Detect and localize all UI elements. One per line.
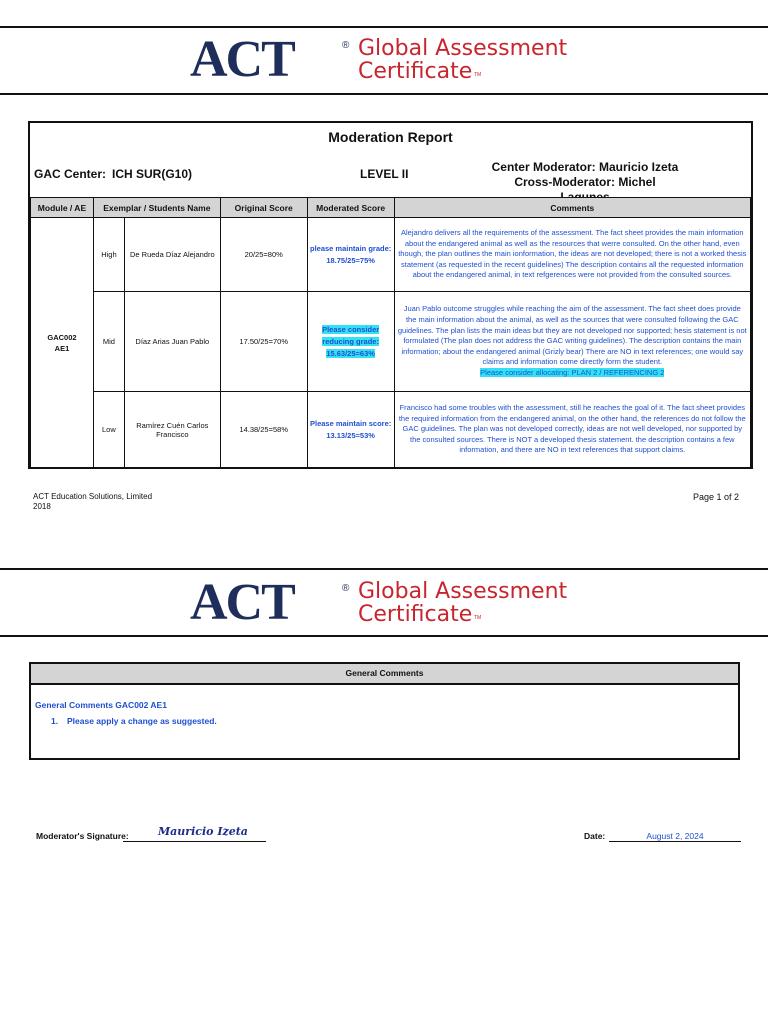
item-number: 1. <box>51 716 59 726</box>
original-score: 14.38/25=58% <box>220 392 307 468</box>
moderated-score-text: Please consider reducing grade: 15.63/25=63% <box>322 324 380 358</box>
exemplar-level: Mid <box>93 292 124 392</box>
logo-line-1: Global Assessment <box>358 579 568 604</box>
moderated-score <box>307 218 394 292</box>
header-module: Module / AE <box>31 198 94 218</box>
act-logo <box>190 574 590 631</box>
moderation-report <box>28 121 753 469</box>
original-score: 20/25=80% <box>220 218 307 292</box>
page2-top-rule <box>0 568 768 570</box>
general-comment-item <box>51 716 217 726</box>
comment-text: Francisco had some troubles with the assessment, still he reaches the goal of it. The fact sheet provides the required information from the endangered animal, on the other hand, the references do not follow the GAC guidelines. The plan was not developed correctly, ideas are not well developed, nor supported by the consulted sources. There is NOT a developed thesis statement. the description contains a few information, and there are NO in text references that support claims. <box>398 403 746 455</box>
signature-label: Moderator's Signature: <box>36 831 129 841</box>
student-name: Díaz Arias Juan Pablo <box>124 292 220 392</box>
moderated-score-text: please maintain grade: 18.75/25=75% <box>309 243 392 265</box>
exemplar-level: High <box>93 218 124 292</box>
header-rule <box>0 93 768 95</box>
date-line <box>609 841 741 842</box>
trademark-mark: TM <box>474 72 482 78</box>
logo-line-2: Certificate <box>358 59 473 84</box>
comment-cell <box>394 292 750 392</box>
item-text: Please apply a change as suggested. <box>67 716 217 726</box>
gac-center-value: ICH SUR(G10) <box>112 167 193 181</box>
footer-org-name: ACT Education Solutions, Limited <box>33 492 153 501</box>
logo-line-2: Certificate <box>358 602 473 627</box>
gac-center-label: GAC Center: <box>34 167 107 181</box>
signature-handwriting: Mauricio Izeta <box>158 825 248 838</box>
comment-cell <box>394 218 750 292</box>
cross-moderator: Cross-Moderator: Michel <box>514 175 656 189</box>
general-comments-header: General Comments <box>31 664 738 685</box>
header-original-score: Original Score <box>220 198 307 218</box>
act-wordmark: ACT <box>190 574 294 631</box>
table-header-row <box>31 198 751 218</box>
table-row <box>31 392 751 468</box>
center-moderator: Center Moderator: Mauricio Izeta <box>491 160 679 174</box>
original-score: 17.50/25=70% <box>220 292 307 392</box>
date-label: Date: <box>584 831 606 841</box>
general-comments-box <box>29 662 740 760</box>
comment-text: Alejandro delivers all the requirements of the assessment. The fact sheet provides the main information about the endangered animal as well as the resources that werre consulted. On the other hand, even though, the plan outlines the main ionformation, the ideas are not developed; there is not a worked thesis statement (as requested in the recent guidelines) The description contains all the requested information about the endangered animal, in text refgerences were not provided from the consulted sources. <box>398 228 747 280</box>
header-comments: Comments <box>394 198 750 218</box>
comment-text: Juan Pablo outcome struggles while reaching the aim of the assessment. The fact sheet does provide the main information about the animal, as well as the sources that were consulted following the GAC guidelines. The plan lists the main ideas but they are not developed nor supported; hesis statement is not formulated (The plan does not address the GAC writing guidelines). The description contains the main information; about the endangered animal (Grizly bear) There are NO in text references; one would say claims and information come directly form the student. <box>397 304 747 367</box>
trademark-mark: TM <box>474 615 482 621</box>
report-title: Moderation Report <box>328 129 453 145</box>
footer-year: 2018 <box>33 502 51 511</box>
footer-org <box>33 492 152 512</box>
general-comments-subtitle: General Comments GAC002 AE1 <box>35 700 167 710</box>
module-cell <box>31 218 94 468</box>
act-wordmark: ACT <box>190 31 294 88</box>
logo-line-1: Global Assessment <box>358 36 568 61</box>
header-moderated-score: Moderated Score <box>307 198 394 218</box>
comment-cell <box>394 392 750 468</box>
table-row <box>31 218 751 292</box>
act-logo <box>190 31 590 88</box>
student-name: De Rueda Díaz Alejandro <box>124 218 220 292</box>
registered-mark: ® <box>342 40 350 51</box>
page-number: Page 1 of 2 <box>693 492 740 502</box>
signature-line <box>123 841 266 842</box>
moderation-table <box>30 197 751 468</box>
module-label: GAC002 AE1 <box>47 332 77 353</box>
table-row <box>31 292 751 392</box>
comment-suggestion: Please consider allocating: PLAN 2 / REFERENCING 2 <box>480 367 665 377</box>
page2-header-rule <box>0 635 768 637</box>
student-name: Ramírez Cuén Carlos Francisco <box>124 392 220 468</box>
registered-mark: ® <box>342 583 350 594</box>
level-label: LEVEL II <box>360 167 409 181</box>
moderated-score <box>307 392 394 468</box>
moderated-score-text: Please maintain score: 13.13/25=53% <box>309 418 392 440</box>
exemplar-level: Low <box>93 392 124 468</box>
date-value: August 2, 2024 <box>646 831 704 841</box>
moderated-score <box>307 292 394 392</box>
header-exemplar: Exemplar / Students Name <box>93 198 220 218</box>
top-rule <box>0 26 768 28</box>
